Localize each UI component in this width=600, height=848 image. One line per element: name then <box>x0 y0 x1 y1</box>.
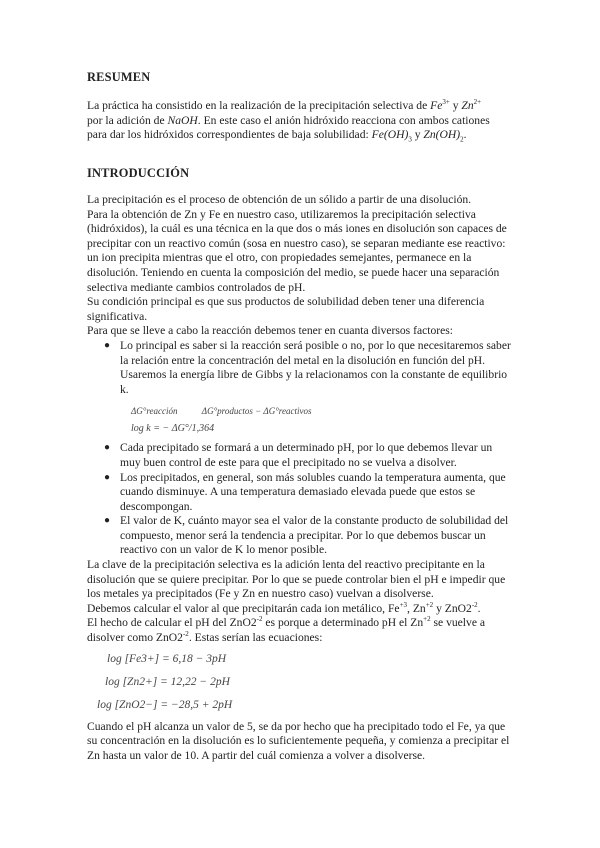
resumen-paragraph: La práctica ha consistido en la realización de la precipitación selectiva de $Fe^{3+}$ y $Zn^{2+}$ por la adición de NaOH. En este caso el anión hidróxido reacciona con ambos cationes para dar los hidróxidos correspondientes de baja solubilidad: $Fe(OH)_3$ y $Zn(OH)_2$. <box>87 98 490 144</box>
intro-p6: Debemos calcular el valor al que precipitarán cada ion metálico, $Fe^{+3}$, $Zn^{+2}$ y $ZnO2^{-2}$. <box>87 600 481 615</box>
intro-p7: El hecho de calcular el pH del $ZnO2^{-2}$ es porque a determinado pH el $Zn^{+2}$ se vuelve a disolver como $ZnO2^{-2}$. Estas serían las ecuaciones: <box>87 615 486 645</box>
equation-zno2: log [ZnO2−] = −28,5 + 2pH <box>97 698 233 711</box>
list-item: ● Los precipitados, en general, son más solubles cuando la temperatura aumenta, que cuando disminuye. A una temperatura demasiado elevada puede que estos se descompongan. <box>104 470 506 513</box>
equations-block <box>87 646 515 720</box>
factors-list <box>87 339 515 558</box>
introduccion-body <box>87 193 515 763</box>
gibbs-formulas <box>120 397 515 441</box>
intro-p3: Su condición principal es que sus productos de solubilidad deben tener una diferencia significativa. <box>87 295 485 323</box>
formula-gibbs: ΔG°reacción ΔG°productos − ΔG°reactivos <box>131 406 312 417</box>
bullet-icon: ● <box>104 515 111 527</box>
resumen-heading: RESUMEN <box>87 70 151 84</box>
formula-logk: log k = − ΔG°/1,364 <box>131 423 215 435</box>
intro-p4: Para que se lleve a cabo la reacción debemos tener en cuanta diversos factores: <box>87 324 453 338</box>
list-item: ● El valor de K, cuánto mayor sea el valor de la constante producto de solubilidad del compuesto, menor será la tendencia a precipitar. Por lo que debemos buscar un reactivo con un valor de K lo menor posible. <box>104 514 509 557</box>
bullet-icon: ● <box>104 339 111 351</box>
bullet-icon: ● <box>104 442 111 454</box>
list-item: ● Lo principal es saber si la reacción será posible o no, por lo que necesitaremos saber la relación entre la concentración del metal en la disolución en función del pH. Usaremos la energía libre de Gibbs y la relacionamos con la constante de equilibrio k. ΔG°reacción ΔG°productos − ΔG°reactivos log k = − ΔG°/1,364 <box>87 339 515 441</box>
intro-p2: Para la obtención de Zn y Fe en nuestro caso, utilizaremos la precipitación selectiva (hidróxidos), la cuál es una técnica en la que dos o más iones en disolución son capaces de precipitar con un reactivo común (sosa en nuestro caso), se separan mediante ese reactivo: un ion precipita mientras que el otro, con propiedades semejantes, permanece en la disolución. Teniendo en cuenta la composición del medio, se puede hacer una separación selectiva mediante cambios controlados de pH. <box>87 207 507 294</box>
introduccion-heading: INTRODUCCIÓN <box>87 166 190 180</box>
intro-p1: La precipitación es el proceso de obtención de un sólido a partir de una disolución. <box>87 193 472 206</box>
equation-zn: log [Zn2+] = 12,22 − 2pH <box>105 675 230 688</box>
equation-fe: log [Fe3+] = 6,18 − 3pH <box>107 652 227 665</box>
intro-p5: La clave de la precipitación selectiva es la adición lenta del reactivo precipitante en la disolución que se quiere precipitar. Por lo que se puede controlar bien el pH e impedir que los metales ya precipitados (Fe y Zn en nuestro caso) vuelvan a disolverse. <box>87 558 506 601</box>
list-item: ● Cada precipitado se formará a un determinado pH, por lo que debemos llevar un muy buen control de este para que el precipitado no se vuelva a disolver. <box>104 441 493 469</box>
bullet-icon: ● <box>104 471 111 483</box>
intro-p8: Cuando el pH alcanza un valor de 5, se da por hecho que ha precipitado todo el Fe, ya que su concentración en la disolución es lo suficientemente pequeña, y comienza a precipitar el Zn hasta un valor de 10. A partir del cuál comienza a volver a disolverse. <box>87 719 510 762</box>
